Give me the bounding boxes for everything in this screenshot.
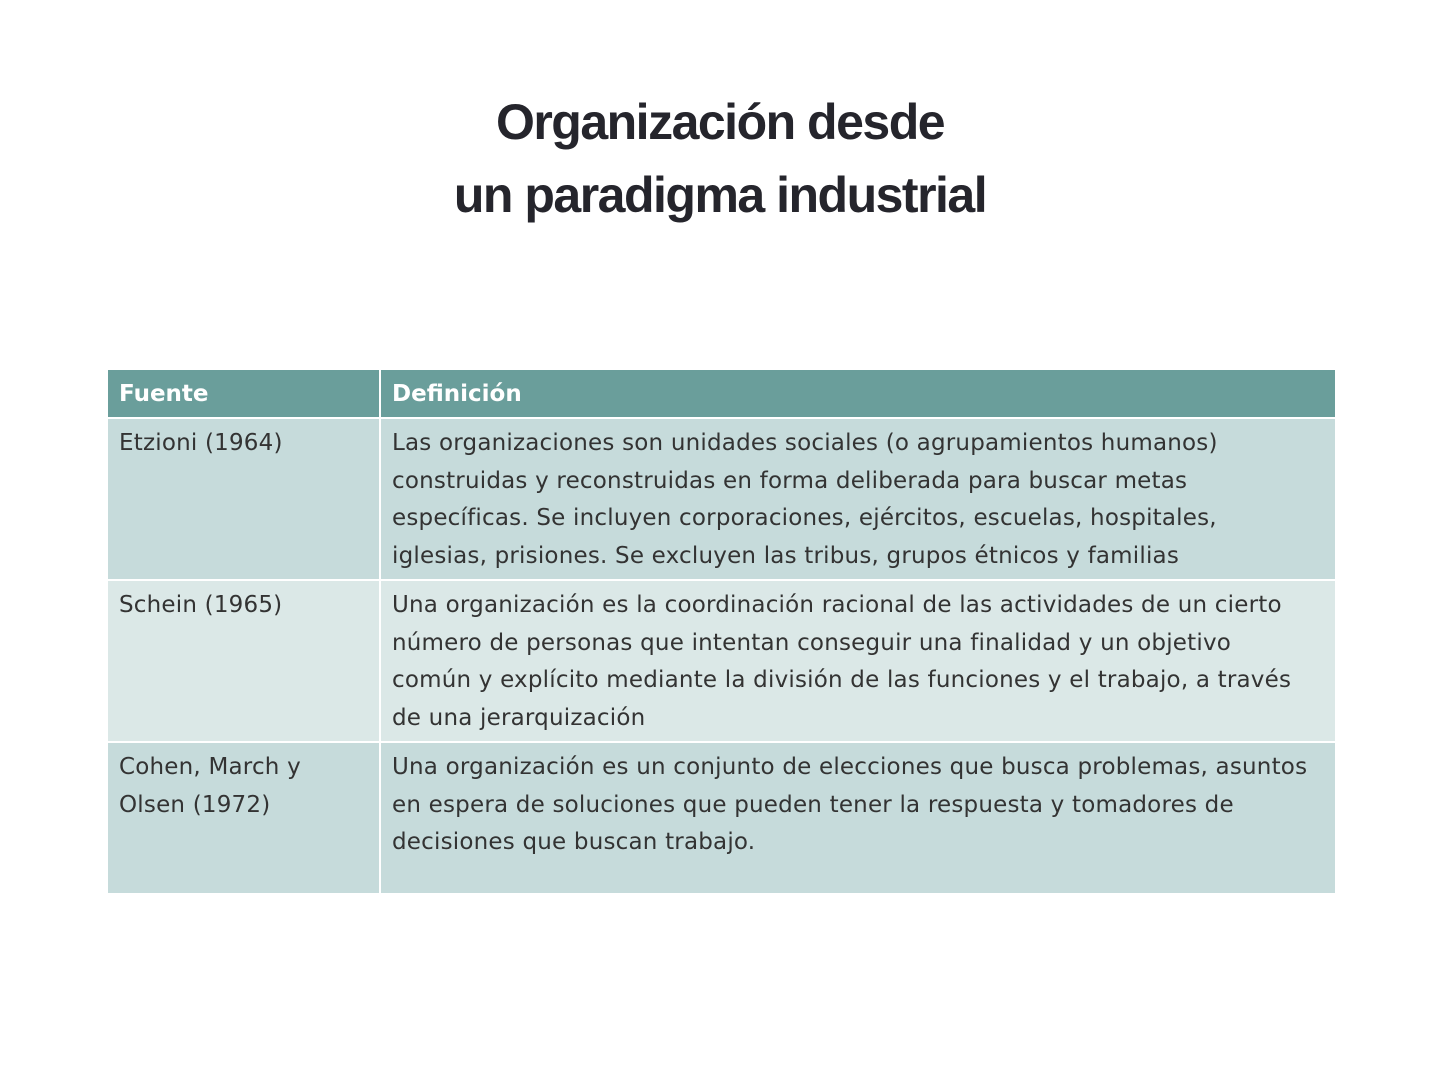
definition-cell: Una organización es la coordinación racional de las actividades de un cierto número de personas que intentan conseguir una finalidad y un objetivo común y explícito mediante la división de las funciones y el trabajo, a través de una jerarquización [380, 580, 1335, 742]
definitions-table [108, 370, 1335, 893]
column-header-source: Fuente [108, 370, 380, 418]
definition-cell: Una organización es un conjunto de elecciones que busca problemas, asuntos en espera de soluciones que pueden tener la respuesta y tomadores de decisiones que buscan trabajo. [380, 742, 1335, 893]
source-cell: Etzioni (1964) [108, 418, 380, 580]
slide-title [0, 86, 1440, 232]
source-cell: Schein (1965) [108, 580, 380, 742]
column-header-definition: Definición [380, 370, 1335, 418]
definition-cell: Las organizaciones son unidades sociales (o agrupamientos humanos) construidas y reconstruidas en forma deliberada para buscar metas específicas. Se incluyen corporaciones, ejércitos, escuelas, hospitales, iglesias, prisiones. Se excluyen las tribus, grupos étnicos y familias [380, 418, 1335, 580]
table-header-row [108, 370, 1335, 418]
slide-title-line-1: Organización desde [495, 94, 945, 150]
table-row [108, 418, 1335, 580]
table-row [108, 742, 1335, 893]
table-row [108, 580, 1335, 742]
source-cell: Cohen, March y Olsen (1972) [108, 742, 380, 893]
slide-title-line-2: un paradigma industrial [453, 167, 987, 223]
